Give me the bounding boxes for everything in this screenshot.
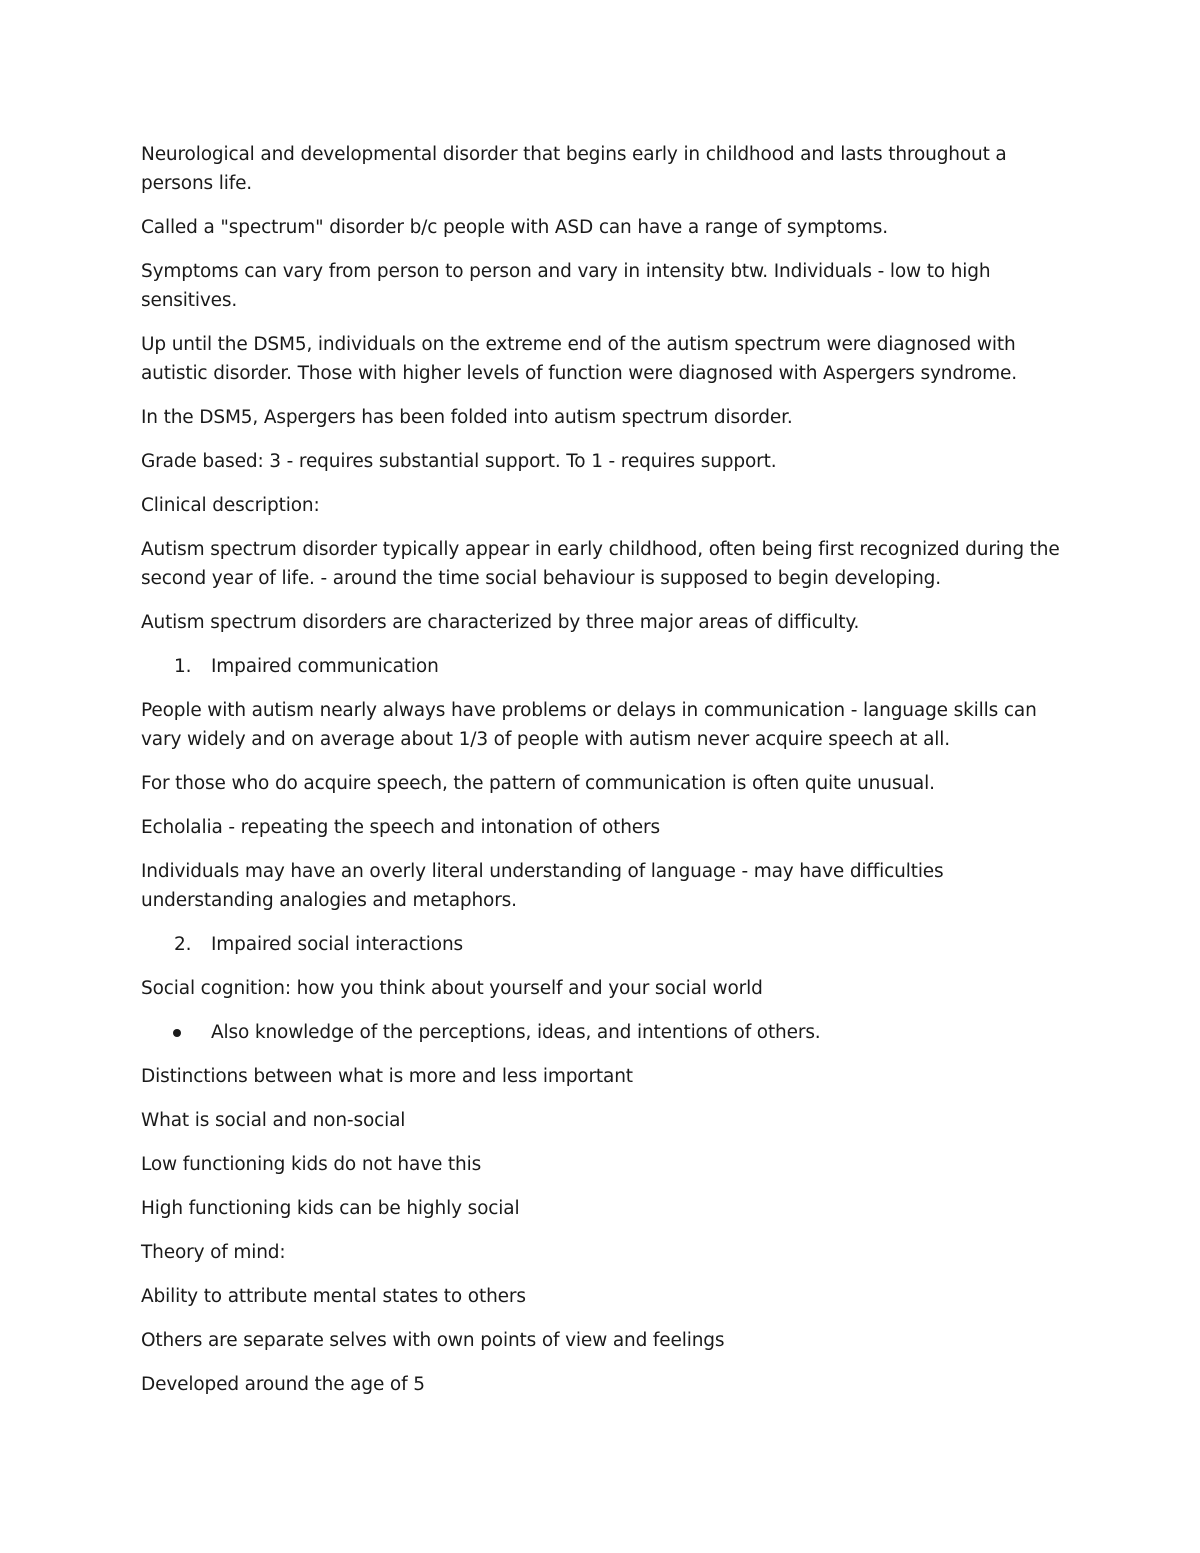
paragraph: Called a "spectrum" disorder b/c people with ASD can have a range of symptoms.: [141, 217, 888, 238]
paragraph: For those who do acquire speech, the pattern of communication is often quite unusual.: [141, 773, 935, 794]
list-item-text: Impaired communication: [211, 656, 439, 677]
list-number: 1.: [174, 656, 192, 677]
paragraph: Symptoms can vary from person to person and vary in intensity btw. Individuals - low to high sensitives.: [141, 261, 991, 311]
paragraph: Neurological and developmental disorder that begins early in childhood and lasts throughout a persons life.: [141, 144, 1007, 194]
numbered-list-item-impaired-social-interactions: [141, 930, 1061, 959]
paragraph: In the DSM5, Aspergers has been folded into autism spectrum disorder.: [141, 407, 793, 428]
paragraph: Ability to attribute mental states to others: [141, 1286, 526, 1307]
section-heading-theory-of-mind: Theory of mind:: [141, 1242, 286, 1263]
paragraph: Social cognition: how you think about yourself and your social world: [141, 978, 763, 999]
paragraph: Up until the DSM5, individuals on the extreme end of the autism spectrum were diagnosed with autistic disorder. Those with higher levels of function were diagnosed with Aspergers syndrome.: [141, 334, 1018, 384]
paragraph: Autism spectrum disorders are characterized by three major areas of difficulty.: [141, 612, 860, 633]
document-page: [141, 140, 1061, 1414]
bullet-icon: [173, 1029, 181, 1037]
paragraph: Individuals may have an overly literal understanding of language - may have difficulties understanding analogies and metaphors.: [141, 861, 944, 911]
paragraph: Distinctions between what is more and less important: [141, 1066, 633, 1087]
section-heading-clinical-description: Clinical description:: [141, 495, 320, 516]
paragraph: Autism spectrum disorder typically appear in early childhood, often being first recognized during the second year of life. - around the time social behaviour is supposed to begin developing.: [141, 539, 1060, 589]
paragraph: Grade based: 3 - requires substantial support. To 1 - requires support.: [141, 451, 777, 472]
paragraph: Developed around the age of 5: [141, 1374, 425, 1395]
paragraph: Echolalia - repeating the speech and intonation of others: [141, 817, 660, 838]
list-number: 2.: [174, 934, 192, 955]
paragraph: What is social and non-social: [141, 1110, 406, 1131]
list-item-text: Impaired social interactions: [211, 934, 464, 955]
list-item-text: Also knowledge of the perceptions, ideas, and intentions of others.: [211, 1022, 821, 1043]
paragraph: Others are separate selves with own points of view and feelings: [141, 1330, 725, 1351]
paragraph: High functioning kids can be highly social: [141, 1198, 520, 1219]
numbered-list-item-impaired-communication: [141, 652, 1061, 681]
paragraph: Low functioning kids do not have this: [141, 1154, 482, 1175]
paragraph: People with autism nearly always have problems or delays in communication - language skills can vary widely and on average about 1/3 of people with autism never acquire speech at all.: [141, 700, 1037, 750]
bullet-list-item: [141, 1018, 1061, 1047]
